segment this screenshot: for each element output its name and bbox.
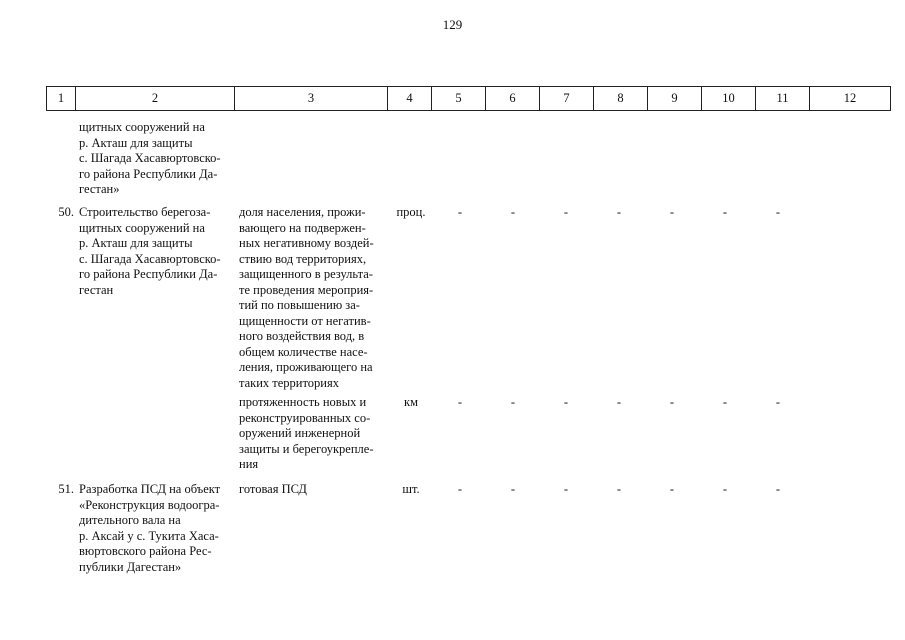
value-cell: - bbox=[510, 395, 516, 409]
text-line: реконструированных со- bbox=[239, 410, 371, 425]
text-line: го района Республики Да- bbox=[79, 166, 218, 181]
column-header: 1 bbox=[47, 87, 76, 111]
indicator-name bbox=[239, 395, 385, 473]
text-line: вающего на подвержен- bbox=[239, 220, 366, 235]
column-header: 11 bbox=[756, 87, 810, 111]
measure-name bbox=[79, 482, 232, 575]
text-line: гестан bbox=[79, 282, 114, 297]
value-cell: - bbox=[563, 395, 569, 409]
text-line: защищенного в результа- bbox=[239, 267, 373, 281]
column-header: 2 bbox=[76, 87, 235, 111]
value-cell: - bbox=[775, 395, 781, 409]
text-line: тий по повышению за- bbox=[239, 298, 360, 312]
indicator-name bbox=[239, 205, 385, 391]
text-line: щитных сооружений на bbox=[79, 120, 205, 134]
text-line: Строительство берегоза- bbox=[79, 205, 211, 219]
text-line: публики Дагестан» bbox=[79, 559, 182, 574]
text-line: щищенности от негатив- bbox=[239, 313, 371, 328]
text-line: те проведения мероприя- bbox=[239, 282, 374, 297]
text-line: протяженность новых и bbox=[239, 395, 367, 409]
text-line: р. Акташ для защиты bbox=[79, 236, 193, 250]
measure-name bbox=[79, 120, 232, 198]
text-line: ния bbox=[239, 457, 259, 471]
value-cell: - bbox=[457, 205, 463, 219]
text-line: таких территориях bbox=[239, 375, 339, 390]
value-cell: - bbox=[669, 395, 675, 409]
page-number: 129 bbox=[442, 17, 463, 32]
value-cell: - bbox=[722, 395, 728, 409]
column-header: 7 bbox=[540, 87, 594, 111]
text-line: ления, проживающего на bbox=[239, 360, 373, 374]
column-header: 4 bbox=[388, 87, 432, 111]
unit: шт. bbox=[402, 482, 420, 496]
value-cell: - bbox=[775, 482, 781, 496]
text-line: ных негативному воздей- bbox=[239, 236, 374, 250]
text-line: Разработка ПСД на объект bbox=[79, 482, 221, 496]
text-line: защиты и берегоукрепле- bbox=[239, 441, 374, 456]
row-number: 51. bbox=[58, 482, 74, 496]
text-line: го района Республики Да- bbox=[79, 267, 218, 281]
text-line: р. Акташ для защиты bbox=[79, 135, 193, 150]
value-cell: - bbox=[457, 482, 463, 496]
value-cell: - bbox=[457, 395, 463, 409]
indicator-name bbox=[239, 482, 385, 498]
value-cell: - bbox=[616, 395, 622, 409]
value-cell: - bbox=[669, 205, 675, 219]
value-cell: - bbox=[510, 205, 516, 219]
text-line: «Реконструкция водоогра- bbox=[79, 497, 220, 512]
column-header: 12 bbox=[810, 87, 891, 111]
value-cell: - bbox=[669, 482, 675, 496]
text-line: щитных сооружений на bbox=[79, 220, 205, 235]
value-cell: - bbox=[510, 482, 516, 496]
row-number: 50. bbox=[58, 205, 74, 219]
unit: проц. bbox=[396, 205, 426, 219]
text-line: общем количестве насе- bbox=[239, 344, 368, 359]
unit: км bbox=[404, 395, 418, 409]
value-cell: - bbox=[722, 205, 728, 219]
text-line: оружений инженерной bbox=[239, 426, 361, 440]
text-line: с. Шагада Хасавюртовско- bbox=[79, 251, 221, 266]
text-line: готовая ПСД bbox=[239, 482, 307, 496]
text-line: ного воздействия вод, в bbox=[239, 329, 365, 343]
column-header: 8 bbox=[594, 87, 648, 111]
column-header: 3 bbox=[235, 87, 388, 111]
text-line: р. Аксай у с. Тукита Хаса- bbox=[79, 528, 219, 543]
column-header: 5 bbox=[432, 87, 486, 111]
value-cell: - bbox=[616, 482, 622, 496]
text-line: ствию вод территориях, bbox=[239, 251, 367, 266]
text-line: с. Шагада Хасавюртовско- bbox=[79, 151, 221, 165]
column-header-row bbox=[47, 87, 891, 111]
column-header-table bbox=[46, 86, 891, 111]
value-cell: - bbox=[563, 482, 569, 496]
value-cell: - bbox=[563, 205, 569, 219]
value-cell: - bbox=[775, 205, 781, 219]
text-line: гестан» bbox=[79, 182, 120, 196]
text-line: вюртовского района Рес- bbox=[79, 544, 212, 558]
text-line: доля населения, прожи- bbox=[239, 205, 366, 219]
column-header: 6 bbox=[486, 87, 540, 111]
column-header: 9 bbox=[648, 87, 702, 111]
column-header: 10 bbox=[702, 87, 756, 111]
value-cell: - bbox=[616, 205, 622, 219]
text-line: дительного вала на bbox=[79, 513, 181, 527]
value-cell: - bbox=[722, 482, 728, 496]
measure-name bbox=[79, 205, 232, 298]
